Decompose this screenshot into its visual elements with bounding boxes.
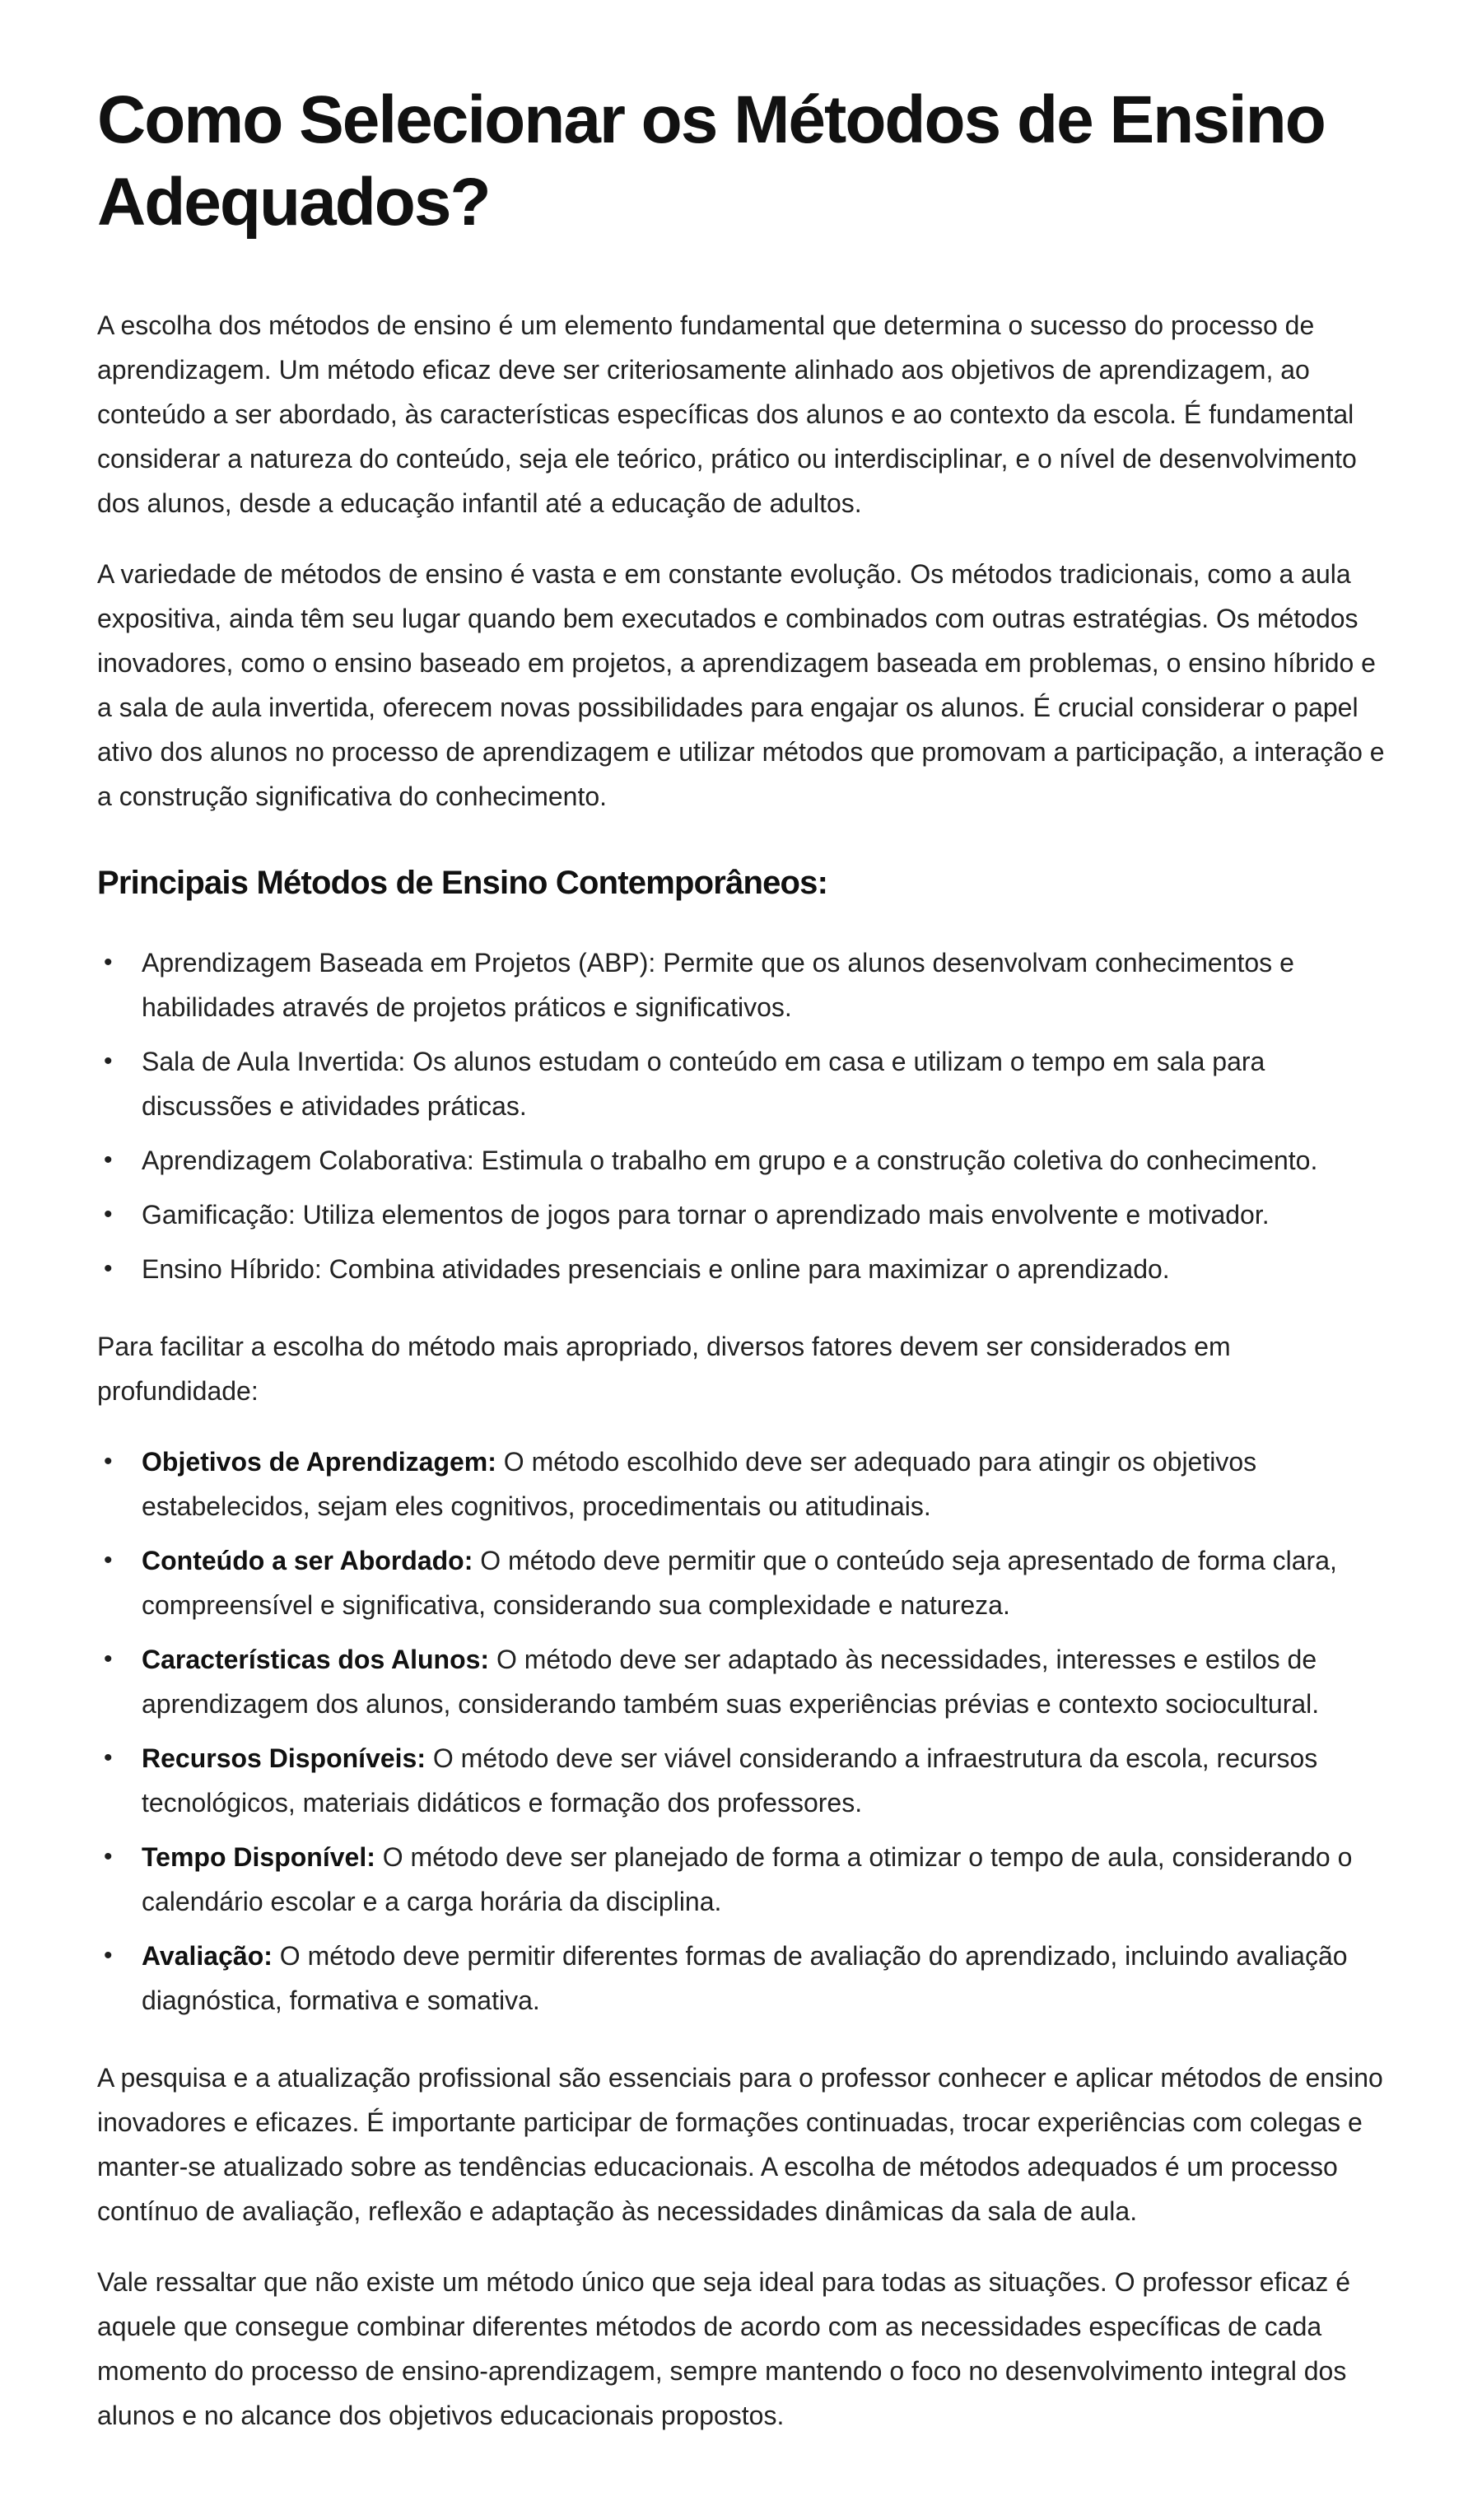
factor-term: Tempo Disponível: bbox=[142, 1842, 375, 1872]
bullet-icon: • bbox=[104, 949, 113, 976]
factor-term: Conteúdo a ser Abordado: bbox=[142, 1546, 473, 1575]
factor-text: O método deve ser planejado de forma a otimizar o tempo de aula, considerando o calendário escolar e a carga horária da disciplina. bbox=[142, 1842, 1353, 1916]
list-item bbox=[97, 1934, 1385, 2023]
bullet-icon: • bbox=[104, 1255, 113, 1282]
factors-list bbox=[97, 1440, 1385, 2023]
factor-term: Recursos Disponíveis: bbox=[142, 1743, 426, 1773]
method-text: Gamificação: Utiliza elementos de jogos para tornar o aprendizado mais envolvente e motivador. bbox=[142, 1200, 1270, 1230]
intro-paragraph: A escolha dos métodos de ensino é um elemento fundamental que determina o sucesso do processo de aprendizagem. Um método eficaz deve ser criteriosamente alinhado aos objetivos de aprendizagem, ao conteúdo a ser abordado, às características específicas dos alunos e ao contexto da escola. É fundamental considerar a natureza do conteúdo, seja ele teórico, prático ou interdisciplinar, e o nível de desenvolvimento dos alunos, desde a educação infantil até a educação de adultos. bbox=[97, 310, 1357, 518]
method-text: Aprendizagem Baseada em Projetos (ABP): Permite que os alunos desenvolvam conhecimentos e habilidades através de projetos práticos e significativos. bbox=[142, 948, 1294, 1022]
methods-list bbox=[97, 940, 1385, 1291]
research-paragraph: A pesquisa e a atualização profissional são essenciais para o professor conhecer e aplicar métodos de ensino inovadores e eficazes. É importante participar de formações continuadas, trocar experiências com colegas e manter-se atualizado sobre as tendências educacionais. A escolha de métodos adequados é um processo contínuo de avaliação, reflexão e adaptação às necessidades dinâmicas da sala de aula. bbox=[97, 2063, 1383, 2226]
method-text: Ensino Híbrido: Combina atividades presenciais e online para maximizar o aprendizado. bbox=[142, 1254, 1170, 1284]
factor-text: O método deve permitir diferentes formas de avaliação do aprendizado, incluindo avaliação diagnóstica, formativa e somativa. bbox=[142, 1941, 1348, 2015]
list-item bbox=[97, 1538, 1385, 1627]
list-item bbox=[97, 940, 1385, 1029]
list-item bbox=[97, 1138, 1385, 1183]
factor-text: O método escolhido deve ser adequado para atingir os objetivos estabelecidos, sejam eles cognitivos, procedimentais ou atitudinais. bbox=[142, 1447, 1257, 1521]
factors-intro-paragraph: Para facilitar a escolha do método mais apropriado, diversos fatores devem ser considerados em profundidade: bbox=[97, 1332, 1231, 1406]
bullet-icon: • bbox=[104, 1942, 113, 1969]
bullet-icon: • bbox=[104, 1744, 113, 1771]
bullet-icon: • bbox=[104, 1146, 113, 1174]
factor-term: Objetivos de Aprendizagem: bbox=[142, 1447, 496, 1477]
list-item bbox=[97, 1835, 1385, 1924]
list-item bbox=[97, 1247, 1385, 1291]
factor-text: O método deve ser viável considerando a infraestrutura da escola, recursos tecnológicos, materiais didáticos e formação dos professores. bbox=[142, 1743, 1318, 1818]
list-item bbox=[97, 1736, 1385, 1825]
bullet-icon: • bbox=[104, 1201, 113, 1228]
list-item bbox=[97, 1637, 1385, 1726]
list-item bbox=[97, 1440, 1385, 1528]
list-item bbox=[97, 1039, 1385, 1128]
conclusion-paragraph: Vale ressaltar que não existe um método único que seja ideal para todas as situações. O professor eficaz é aquele que consegue combinar diferentes métodos de acordo com as necessidades específicas de cada momento do processo de ensino-aprendizagem, sempre mantendo o foco no desenvolvimento integral dos alunos e no alcance dos objetivos educacionais propostos. bbox=[97, 2267, 1351, 2430]
variety-paragraph: A variedade de métodos de ensino é vasta e em constante evolução. Os métodos tradicionais, como a aula expositiva, ainda têm seu lugar quando bem executados e combinados com outras estratégias. Os métodos inovadores, como o ensino baseado em projetos, a aprendizagem baseada em problemas, o ensino híbrido e a sala de aula invertida, oferecem novas possibilidades para engajar os alunos. É crucial considerar o papel ativo dos alunos no processo de aprendizagem e utilizar métodos que promovam a participação, a interação e a construção significativa do conhecimento. bbox=[97, 559, 1385, 811]
bullet-icon: • bbox=[104, 1843, 113, 1870]
factor-term: Avaliação: bbox=[142, 1941, 273, 1971]
bullet-icon: • bbox=[104, 1448, 113, 1475]
bullet-icon: • bbox=[104, 1048, 113, 1075]
factor-term: Características dos Alunos: bbox=[142, 1645, 490, 1674]
method-text: Sala de Aula Invertida: Os alunos estudam o conteúdo em casa e utilizam o tempo em sala para discussões e atividades práticas. bbox=[142, 1047, 1265, 1121]
bullet-icon: • bbox=[104, 1547, 113, 1574]
factor-text: O método deve permitir que o conteúdo seja apresentado de forma clara, compreensível e significativa, considerando sua complexidade e natureza. bbox=[142, 1546, 1337, 1620]
method-text: Aprendizagem Colaborativa: Estimula o trabalho em grupo e a construção coletiva do conhecimento. bbox=[142, 1146, 1318, 1175]
bullet-icon: • bbox=[104, 1645, 113, 1673]
list-item bbox=[97, 1192, 1385, 1237]
page-title: Como Selecionar os Métodos de Ensino Adequados? bbox=[97, 82, 1325, 240]
methods-heading: Principais Métodos de Ensino Contemporâneos: bbox=[97, 865, 828, 901]
factor-text: O método deve ser adaptado às necessidades, interesses e estilos de aprendizagem dos alunos, considerando também suas experiências prévias e contexto sociocultural. bbox=[142, 1645, 1320, 1719]
